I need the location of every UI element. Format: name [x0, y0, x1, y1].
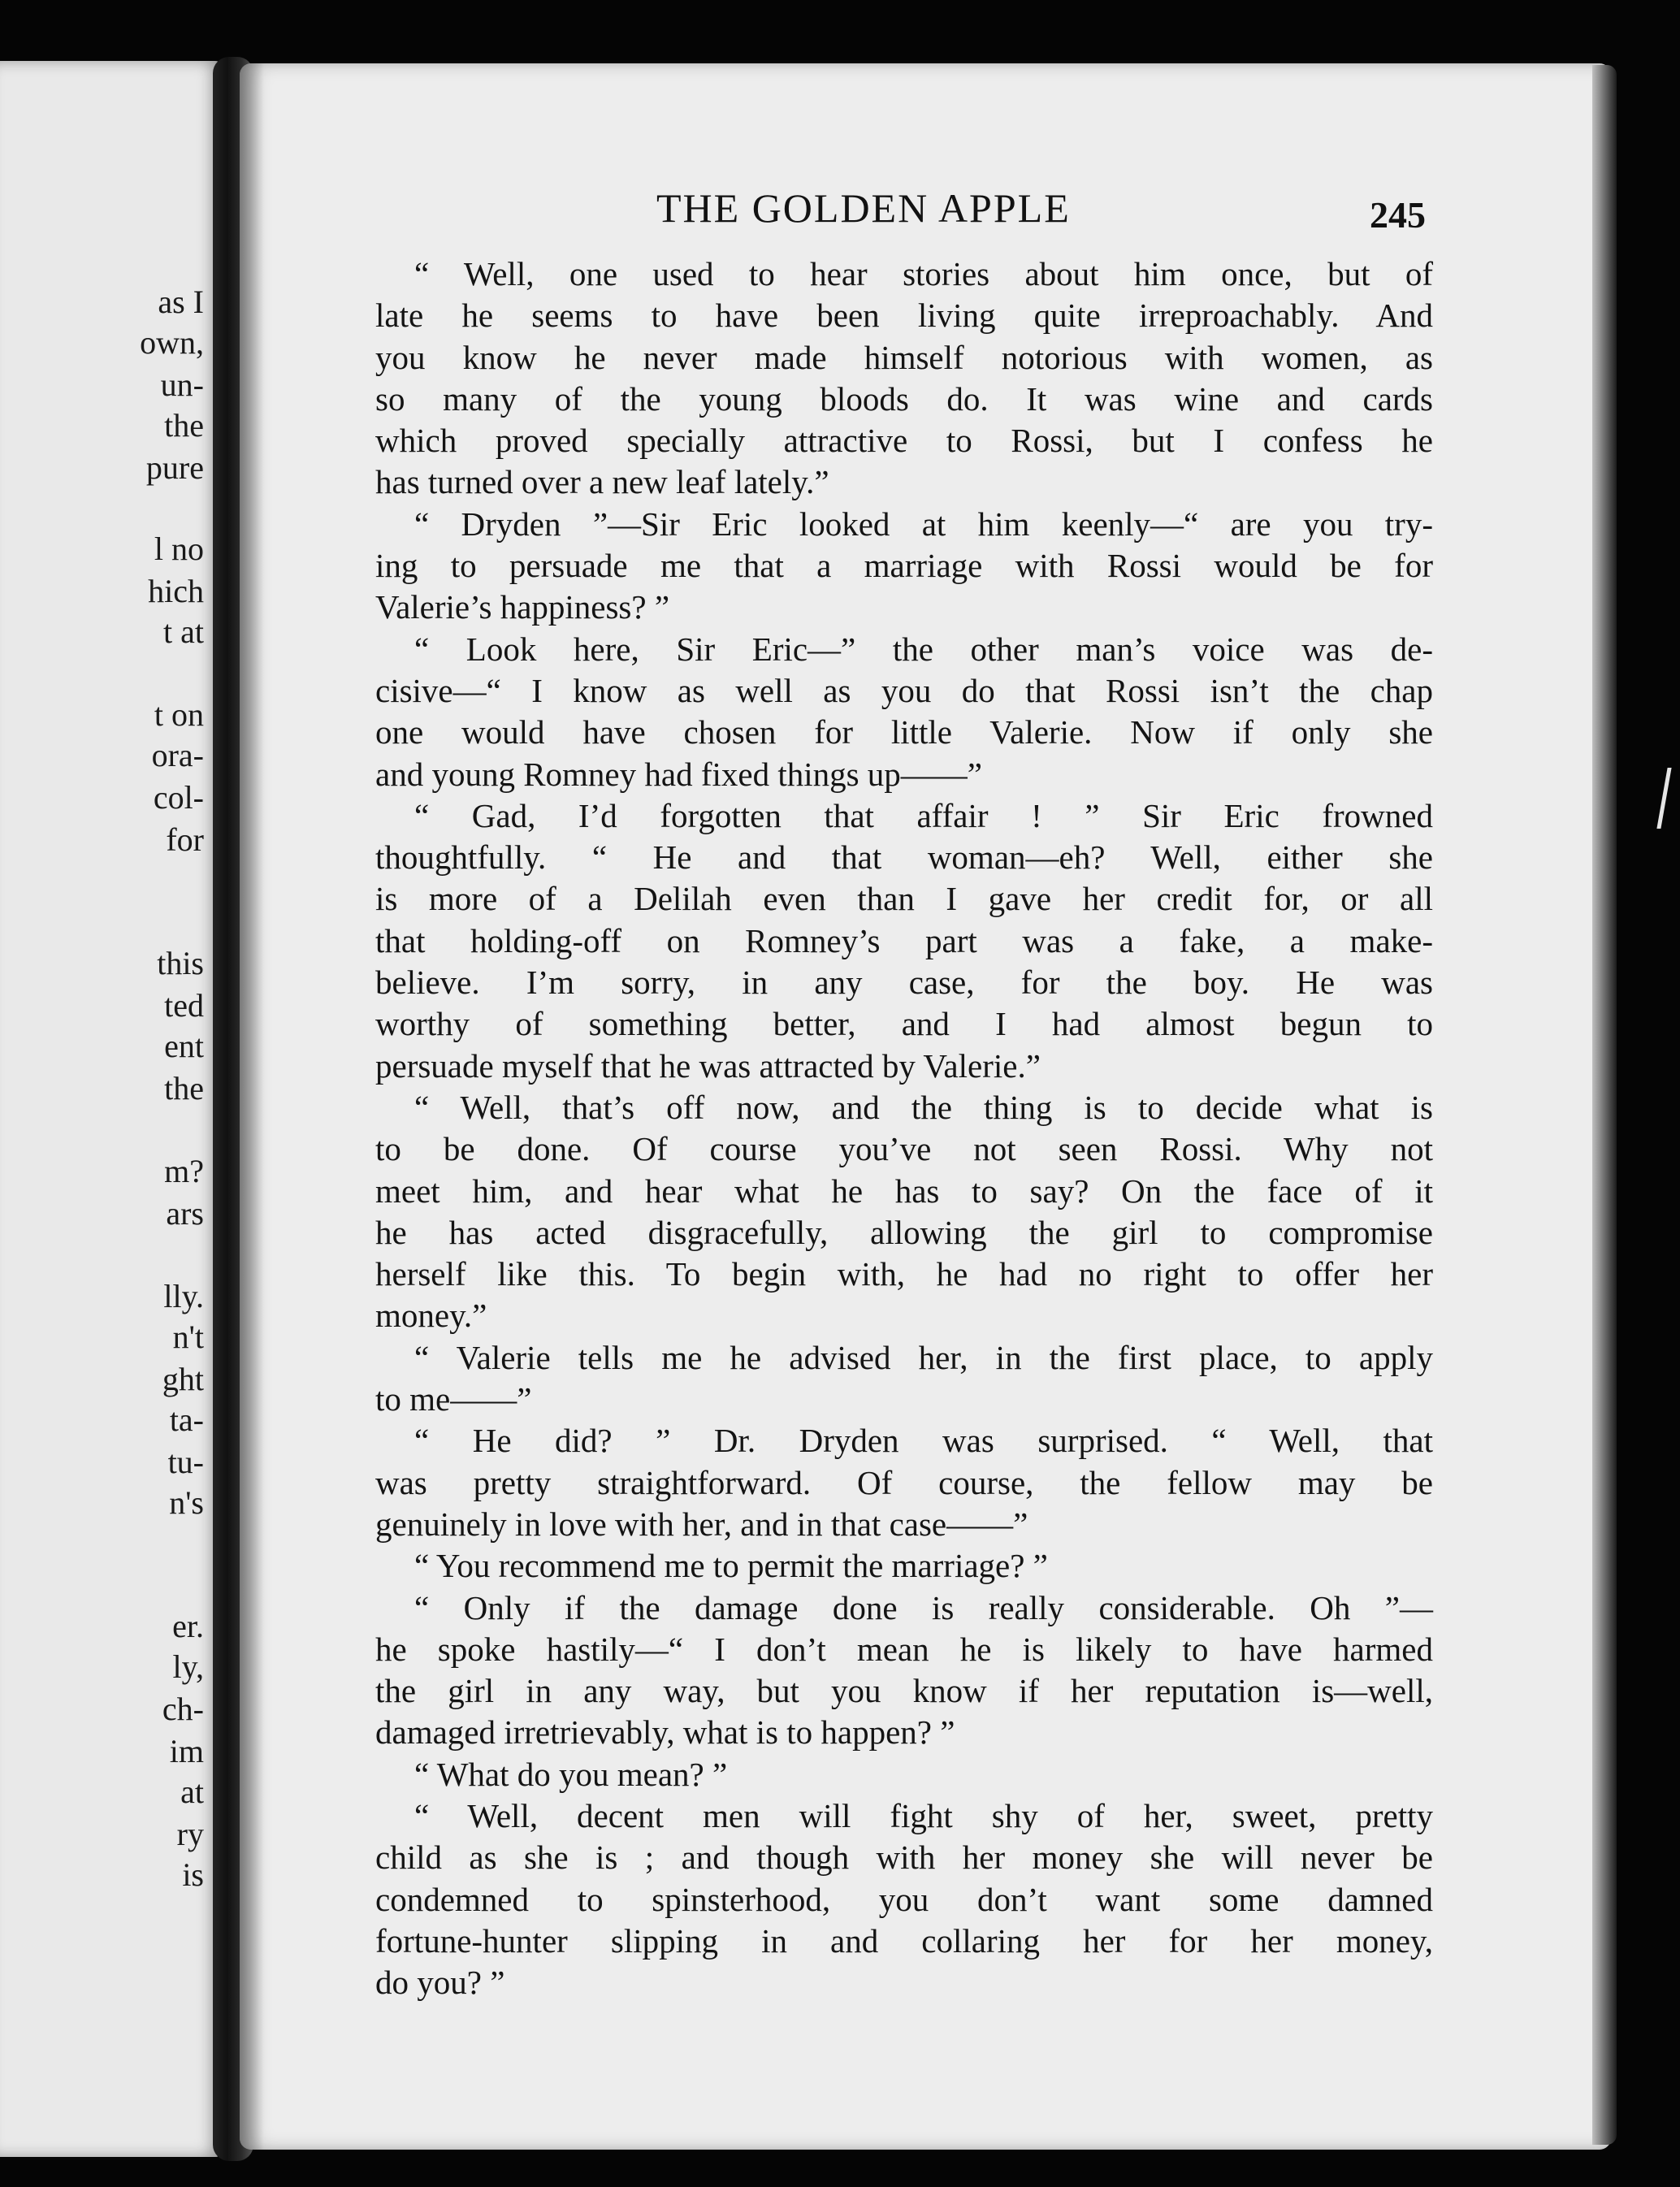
text-line: genuinely in love with her, and in that case——” — [375, 1505, 1028, 1543]
left-page-fragment: n't — [172, 1319, 204, 1355]
left-page-fragment: pure — [145, 449, 204, 486]
text-line: “ Well, decent men will fight shy of her, sweet, pretty — [414, 1796, 1433, 1834]
left-page-fragment: at — [180, 1773, 204, 1810]
text-line: that holding-off on Romney’s part was a fake, a make- — [375, 921, 1433, 959]
text-line: you know he never made himself notorious with women, as — [375, 338, 1433, 376]
left-page-fragment: im — [169, 1733, 204, 1769]
text-line: damaged irretrievably, what is to happen? ” — [375, 1713, 955, 1752]
text-line: “ Dryden ”—Sir Eric looked at him keenly—“ are you try- — [414, 505, 1433, 543]
left-page-fragment: lly. — [163, 1278, 204, 1314]
left-page-fragment: ch- — [162, 1691, 204, 1727]
text-line: persuade myself that he was attracted by Valerie.” — [375, 1046, 1041, 1085]
left-page-fragment: er. — [172, 1608, 204, 1644]
left-page-fragment: col- — [153, 779, 204, 816]
text-line: the girl in any way, but you know if her reputation is—well, — [375, 1672, 1433, 1710]
text-line: do you? ” — [375, 1964, 505, 2002]
left-page-fragment: ry — [176, 1816, 204, 1852]
left-page-fragment: for — [166, 821, 204, 858]
text-line: money.” — [375, 1297, 487, 1335]
text-line: which proved specially attractive to Rossi, but I confess he — [375, 422, 1433, 460]
text-line: worthy of something better, and I had almost begun to — [375, 1005, 1433, 1043]
text-line: “ Only if the damage done is really considerable. Oh ”— — [414, 1588, 1433, 1626]
running-head: THE GOLDEN APPLE — [656, 185, 1071, 231]
left-page-fragment: as I — [158, 284, 204, 320]
left-page-fragment: ora- — [151, 737, 204, 773]
text-line: ing to persuade me that a marriage with Rossi would be for — [375, 547, 1433, 585]
left-page-fragment: the — [164, 1070, 204, 1106]
text-line: one would have chosen for little Valerie. Now if only she — [375, 713, 1433, 751]
left-page-fragment: ted — [164, 987, 204, 1024]
text-line: “ Well, that’s off now, and the thing is to decide what is — [414, 1088, 1433, 1126]
left-page-fragment: n's — [169, 1484, 204, 1521]
text-line: “ You recommend me to permit the marriage? ” — [414, 1547, 1048, 1585]
left-page-fragment: is — [182, 1856, 204, 1893]
page-number: 245 — [1370, 194, 1426, 236]
text-line: he has acted disgracefully, allowing the girl to compromise — [375, 1213, 1433, 1251]
text-line: was pretty straightforward. Of course, the fellow may be — [375, 1463, 1433, 1501]
text-line: meet him, and hear what he has to say? On the face of it — [375, 1171, 1433, 1210]
text-line: thoughtfully. “ He and that woman—eh? Well, either she — [375, 838, 1433, 877]
spine-shadow — [240, 63, 264, 2150]
left-page-fragment: own, — [140, 324, 204, 361]
page-edge — [1592, 65, 1617, 2145]
text-line: to me——” — [375, 1380, 532, 1418]
text-line: “ What do you mean? ” — [414, 1755, 728, 1793]
text-line: condemned to spinsterhood, you don’t want some damned — [375, 1880, 1433, 1918]
left-page-fragment: l no — [154, 531, 204, 567]
text-line: to be done. Of course you’ve not seen Rossi. Why not — [375, 1130, 1433, 1168]
body-text — [375, 253, 1433, 2003]
text-line: “ Well, one used to hear stories about him once, but of — [414, 255, 1433, 292]
left-page-fragment: ly, — [172, 1648, 204, 1685]
text-line: “ Gad, I’d forgotten that affair ! ” Sir Eric frowned — [414, 796, 1433, 834]
left-page-fragment: t on — [154, 696, 204, 733]
text-line: “ He did? ” Dr. Dryden was surprised. “ Well, that — [414, 1422, 1433, 1460]
left-page-fragment: tu- — [167, 1444, 204, 1480]
left-facing-page — [0, 61, 223, 2157]
edge-mark — [1656, 768, 1671, 829]
left-page-fragment: ght — [162, 1361, 204, 1397]
text-line: and young Romney had fixed things up——” — [375, 755, 983, 793]
text-line: is more of a Delilah even than I gave her credit for, or all — [375, 880, 1433, 918]
text-line: cisive—“ I know as well as you do that Rossi isn’t the chap — [375, 671, 1433, 709]
text-line: “ Look here, Sir Eric—” the other man’s voice was de- — [414, 630, 1433, 668]
text-line: he spoke hastily—“ I don’t mean he is likely to have harmed — [375, 1630, 1433, 1668]
text-line: late he seems to have been living quite irreproachably. And — [375, 297, 1433, 335]
left-page-fragment: ent — [164, 1028, 204, 1064]
left-page-fragment: ars — [166, 1195, 204, 1232]
left-page-fragment: ta- — [169, 1401, 204, 1438]
text-line: “ Valerie tells me he advised her, in the first place, to apply — [414, 1338, 1433, 1376]
left-page-fragment: un- — [160, 366, 204, 403]
left-page-fragment: hich — [148, 573, 204, 609]
text-line: so many of the young bloods do. It was wine and cards — [375, 379, 1433, 418]
left-page-fragment: the — [164, 407, 204, 444]
left-page-fragment: t at — [163, 613, 204, 650]
left-page-fragment: m? — [164, 1153, 204, 1189]
left-page-fragment: this — [157, 945, 204, 981]
text-line: fortune-hunter slipping in and collaring her for her money, — [375, 1921, 1433, 1960]
text-line: believe. I’m sorry, in any case, for the boy. He was — [375, 964, 1433, 1002]
text-line: Valerie’s happiness? ” — [375, 588, 670, 626]
text-line: has turned over a new leaf lately.” — [375, 463, 829, 501]
text-line: herself like this. To begin with, he had no right to offer her — [375, 1255, 1433, 1293]
text-line: child as she is ; and though with her money she will never be — [375, 1838, 1433, 1877]
